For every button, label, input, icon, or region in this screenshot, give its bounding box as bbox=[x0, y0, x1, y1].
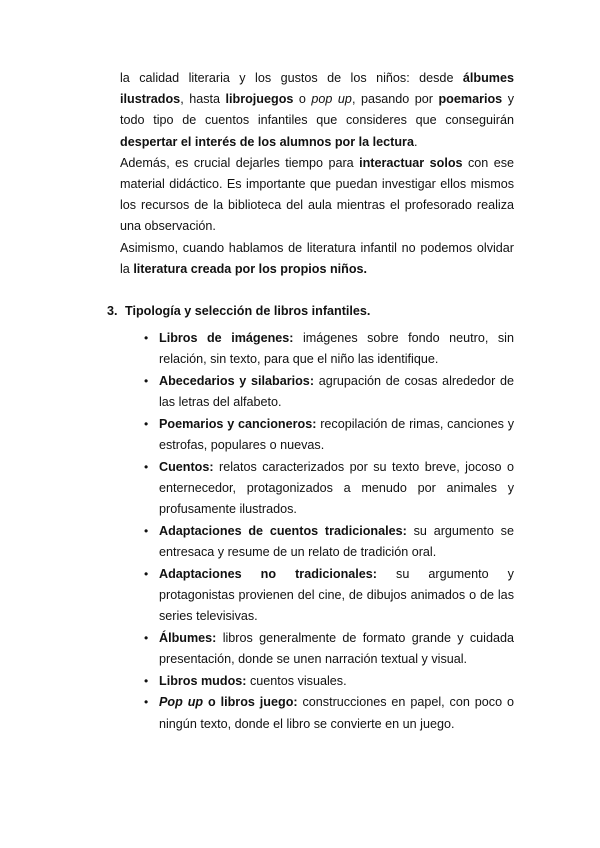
book-type-list bbox=[107, 328, 517, 735]
text-run: librojuegos bbox=[225, 92, 294, 107]
text-run: y todo tipo de cuentos infantiles que consideres que conseguirán bbox=[120, 92, 514, 128]
text-run: Además, es crucial dejarles tiempo para bbox=[120, 155, 360, 170]
list-item bbox=[107, 671, 514, 692]
text-run: pop up bbox=[311, 92, 352, 107]
item-run: Poemarios y cancioneros: bbox=[159, 416, 317, 431]
list-item bbox=[107, 564, 514, 628]
bullet-icon: • bbox=[144, 630, 149, 645]
item-run: libros generalmente de formato grande y cuidada presentación, donde se unen narración textual y visual. bbox=[159, 630, 514, 667]
item-run: Abecedarios y silabarios: bbox=[159, 373, 315, 388]
item-run: Adaptaciones no tradicionales: bbox=[159, 566, 377, 581]
item-run: su argumento se entresaca y resume de un relato de tradición oral. bbox=[159, 523, 514, 560]
item-run: Libros mudos: bbox=[159, 673, 247, 688]
bullet-icon: • bbox=[144, 695, 149, 710]
bullet-icon: • bbox=[144, 373, 149, 388]
bullet-icon: • bbox=[144, 523, 149, 538]
text-run: con ese material didáctico. Es importante que puedan investigar ellos mismos los recursos de la biblioteca del aula mientras el profesorado realiza una observación. bbox=[120, 155, 515, 234]
list-item bbox=[107, 414, 514, 456]
text-run: álbumes ilustrados bbox=[120, 71, 514, 107]
list-item bbox=[107, 521, 514, 563]
item-run: imágenes sobre fondo neutro, sin relación, sin texto, para que el niño las identifique. bbox=[159, 331, 514, 367]
text-run: , hasta bbox=[180, 92, 226, 107]
text-run: interactuar solos bbox=[359, 155, 463, 170]
text-run: la calidad literaria y los gustos de los niños: desde bbox=[120, 71, 463, 85]
text-run: despertar el interés de los alumnos por la lectura bbox=[120, 134, 414, 149]
intro-paragraph-3 bbox=[120, 238, 514, 280]
bullet-icon: • bbox=[144, 673, 149, 688]
bullet-icon: • bbox=[144, 416, 149, 431]
text-run: Asimismo, cuando hablamos de literatura infantil no podemos olvidar la bbox=[120, 240, 514, 276]
item-run: su argumento y protagonistas provienen del cine, de dibujos animados o de las series televisivas. bbox=[159, 566, 514, 624]
item-run: Adaptaciones de cuentos tradicionales: bbox=[159, 523, 407, 538]
item-run: Pop up bbox=[159, 695, 204, 710]
bullet-icon: • bbox=[144, 459, 149, 474]
item-run: Álbumes: bbox=[159, 630, 217, 645]
list-item bbox=[107, 457, 514, 521]
section-3 bbox=[107, 301, 517, 735]
item-run: recopilación de rimas, canciones y estrofas, populares o nuevas. bbox=[159, 416, 514, 453]
list-item bbox=[107, 692, 514, 734]
section-title: Tipología y selección de libros infantiles. bbox=[125, 304, 371, 318]
list-item bbox=[107, 328, 514, 370]
item-run: agrupación de cosas alrededor de las letras del alfabeto. bbox=[159, 373, 515, 410]
text-run: poemarios bbox=[438, 92, 503, 107]
intro-paragraph-1 bbox=[120, 68, 514, 153]
text-run: . bbox=[413, 134, 418, 149]
item-run: Cuentos: bbox=[159, 459, 214, 474]
bullet-icon: • bbox=[144, 566, 149, 581]
text-run: literatura creada por los propios niños. bbox=[133, 261, 368, 276]
item-run: o libros juego: bbox=[203, 695, 298, 710]
item-run: cuentos visuales. bbox=[246, 673, 347, 688]
bullet-icon: • bbox=[144, 331, 149, 345]
list-item bbox=[107, 628, 514, 670]
intro-paragraph-2 bbox=[120, 153, 514, 238]
intro-text bbox=[120, 68, 514, 280]
text-run: , pasando por bbox=[351, 92, 439, 107]
text-run: o bbox=[293, 92, 312, 107]
item-run: construcciones en papel, con poco o ningún texto, donde el libro se convierte en un juego. bbox=[159, 695, 515, 731]
list-item bbox=[107, 371, 514, 413]
section-heading bbox=[107, 301, 517, 322]
section-number: 3. bbox=[107, 304, 118, 318]
item-run: relatos caracterizados por su texto breve, jocoso o enternecedor, protagonizados a menudo por animales y profusamente ilustrados. bbox=[159, 459, 514, 517]
item-run: Libros de imágenes: bbox=[159, 331, 294, 345]
